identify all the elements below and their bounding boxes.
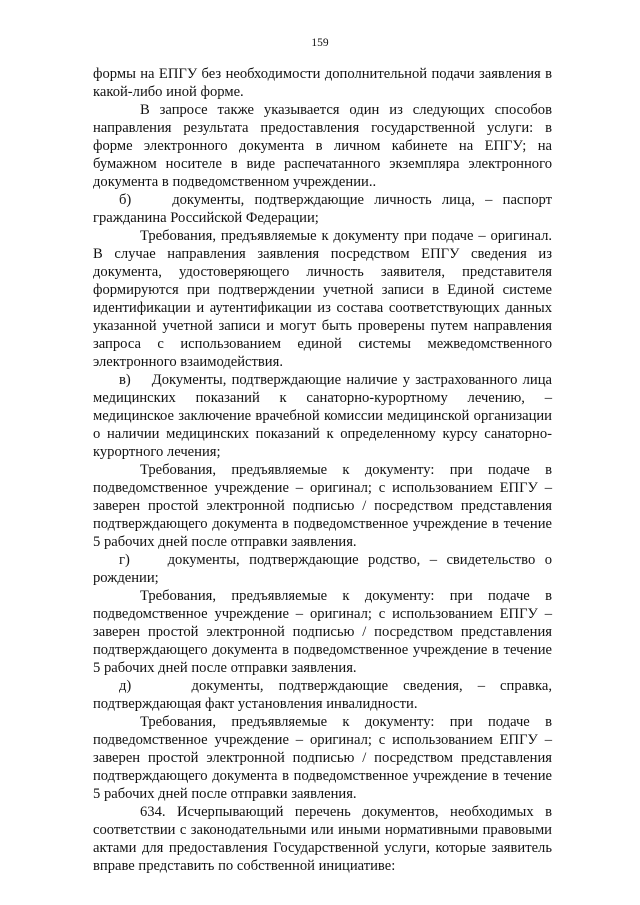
list-item-g: г) документы, подтверждающие родство, – свидетельство о рождении;: [93, 552, 552, 586]
paragraph: Требования, предъявляемые к документу: при подаче в подведомственное учреждение – оригинал; с использованием ЕПГУ – заверен простой электронной подписью / посредством представления подтверждающего документа в подведомственное учреждение в течение 5 рабочих дней после отправки заявления.: [93, 462, 552, 550]
document-body: [93, 65, 552, 875]
paragraph: формы на ЕПГУ без необходимости дополнительной подачи заявления в какой-либо иной форме.: [93, 66, 552, 100]
list-item-v: в) Документы, подтверждающие наличие у застрахованного лица медицинских показаний к санаторно-курортному лечению, – медицинское заключение врачебной комиссии медицинской организации о наличии медицинских показаний к определенному курсу санаторно-курортного лечения;: [93, 372, 552, 460]
paragraph: Требования, предъявляемые к документу: при подаче в подведомственное учреждение – оригинал; с использованием ЕПГУ – заверен простой электронной подписью / посредством представления подтверждающего документа в подведомственное учреждение в течение 5 рабочих дней после отправки заявления.: [93, 588, 552, 676]
paragraph: Требования, предъявляемые к документу: при подаче в подведомственное учреждение – оригинал; с использованием ЕПГУ – заверен простой электронной подписью / посредством представления подтверждающего документа в подведомственное учреждение в течение 5 рабочих дней после отправки заявления.: [93, 714, 552, 802]
page-number: 159: [311, 37, 329, 49]
list-item-d: д) документы, подтверждающие сведения, – справка, подтверждающая факт установления инвалидности.: [93, 678, 552, 712]
paragraph: Требования, предъявляемые к документу при подаче – оригинал. В случае направления заявления посредством ЕПГУ сведения из документа, удостоверяющего личность заявителя, представителя формируются при подтверждении учетной записи в Единой системе идентификации и аутентификации из состава соответствующих данных указанной учетной записи и могут быть проверены путем направления запроса с использованием единой системы межведомственного электронного взаимодействия.: [93, 228, 552, 370]
numbered-paragraph-634: 634. Исчерпывающий перечень документов, необходимых в соответствии с законодательными или иными нормативными правовыми актами для предоставления Государственной услуги, которые заявитель вправе представить по собственной инициативе:: [93, 804, 552, 874]
list-item-b: б) документы, подтверждающие личность лица, – паспорт гражданина Российской Федерации;: [93, 192, 552, 226]
paragraph: В запросе также указывается один из следующих способов направления результата предоставления государственной услуги: в форме электронного документа в личном кабинете на ЕПГУ; на бумажном носителе в виде распечатанного экземпляра электронного документа в подведомственном учреждении..: [93, 102, 552, 190]
